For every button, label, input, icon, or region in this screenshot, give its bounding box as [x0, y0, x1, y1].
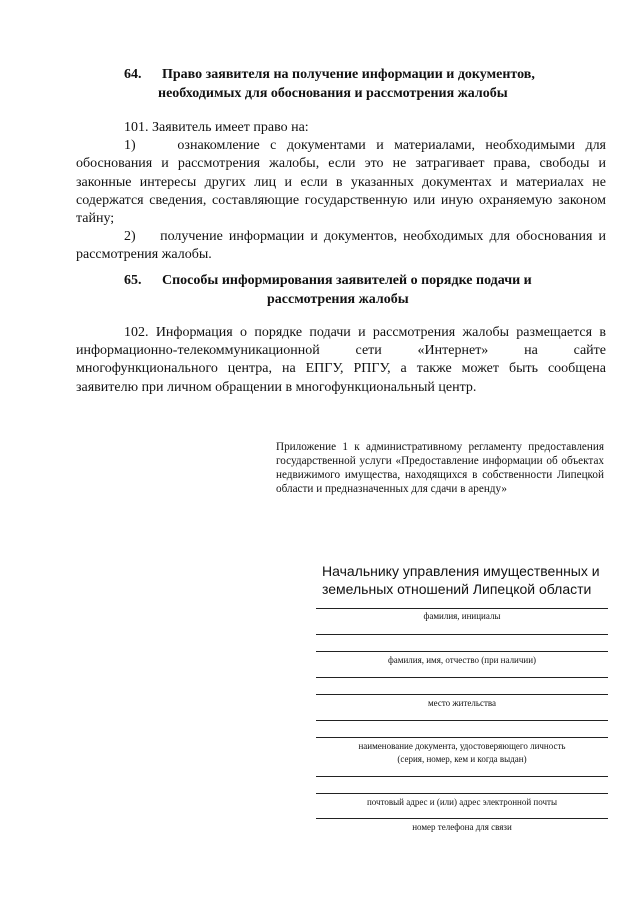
form-caption-address: почтовый адрес и (или) адрес электронной почты [366, 797, 558, 807]
form-line-blank-3 [316, 720, 608, 721]
clause-101-item-2-label: 2) [124, 229, 136, 245]
clause-101-item-2-text: получение информации и документов, необходимых для обоснования и рассмотрения жалобы. [76, 229, 606, 263]
clause-101-item-1 [76, 137, 606, 228]
clause-101-item-1-text: ознакомление с документами и материалами, необходимыми для обоснования и рассмотрения жалобы, если это не затрагивает права, свободы и законные интересы других лиц и если в указанных документах и материалах не содержатся сведения, составляющие государственную или иную охраняемую законом тайну; [76, 138, 606, 227]
appendix-note: Приложение 1 к административному регламенту предоставления государственной услуги «Предоставление информации об объектах недвижимого имущества, находящихся в собственности Липецкой области и предназначенных для сдачи в аренду» [276, 441, 604, 495]
clause-102 [76, 324, 606, 397]
form-line-residence [316, 694, 608, 695]
recipient-line-2: земельных отношений Липецкой области [322, 581, 592, 597]
form-line-id-document [316, 737, 608, 738]
section-64-title-line1: Право заявителя на получение информации и документов, [162, 67, 535, 82]
form-line-name-initials [316, 608, 608, 609]
form-line-blank-4 [316, 776, 608, 777]
form-caption-residence: место жительства [427, 698, 497, 708]
section-65-title-line2: рассмотрения жалобы [267, 292, 409, 307]
form-caption-phone: номер телефона для связи [412, 822, 512, 832]
section-65-number: 65. [124, 273, 142, 288]
form-line-phone [316, 818, 608, 819]
form-caption-full-name: фамилия, имя, отчество (при наличии) [387, 655, 537, 665]
form-line-blank-2 [316, 677, 608, 678]
recipient-block [322, 562, 612, 598]
clause-102-text: 102. Информация о порядке подачи и рассмотрения жалобы размещается в информационно-телекоммуникационной сети «Интернет» на сайте многофункционального центра, на ЕПГУ, РПГУ, а также может быть сообщена заявителю при личном обращении в многофункциональный центр. [76, 325, 606, 395]
form-line-blank-1 [316, 634, 608, 635]
form-caption-id-details: (серия, номер, кем и когда выдан) [397, 754, 527, 764]
section-64-title-line2: необходимых для обоснования и рассмотрения жалобы [158, 86, 508, 101]
form-line-address [316, 793, 608, 794]
form-caption-id-document: наименование документа, удостоверяющего личность [358, 741, 566, 751]
form-line-full-name [316, 651, 608, 652]
clause-101-item-2 [76, 228, 606, 264]
section-65-title-line1: Способы информирования заявителей о порядке подачи и [162, 273, 532, 288]
section-64-number: 64. [124, 67, 142, 82]
clause-101-item-1-label: 1) [124, 138, 136, 154]
clause-101-intro: 101. Заявитель имеет право на: [124, 120, 309, 135]
clause-101 [76, 119, 606, 265]
form-caption-name-initials: фамилия, инициалы [423, 611, 501, 621]
recipient-line-1: Начальнику управления имущественных и [322, 563, 600, 579]
